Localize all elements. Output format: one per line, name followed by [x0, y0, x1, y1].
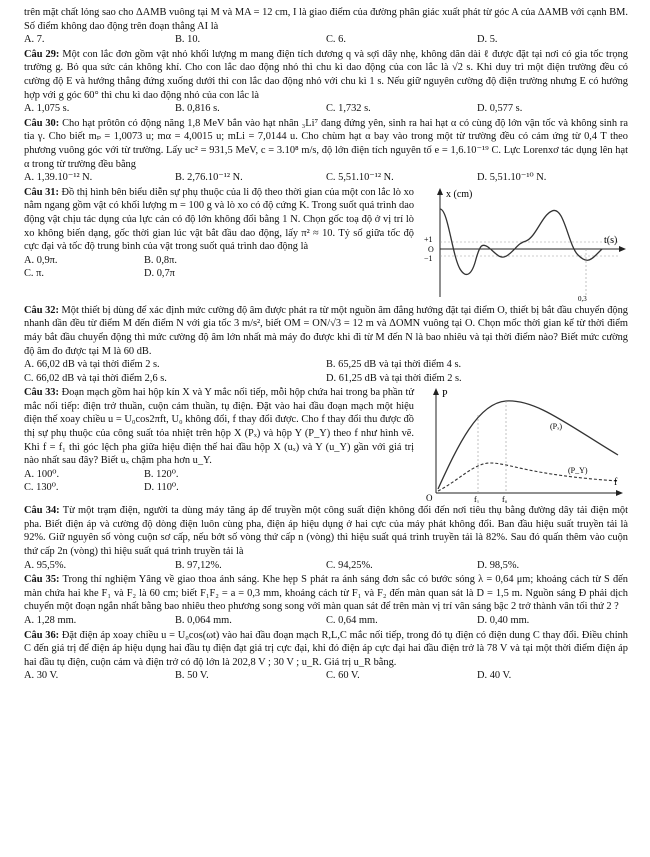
intro-options — [24, 33, 628, 47]
y-axis-label: P — [442, 389, 448, 401]
question-33-block — [24, 385, 628, 503]
question-35 — [24, 573, 628, 614]
q33-options-row1 — [24, 468, 414, 482]
question-text: Một con lắc đơn gồm vật nhỏ khối lượng m mang điện tích dương q và sợi dây nhẹ, không dãn dài ℓ được đặt tại nơi có gia tốc trọng trường g. Bỏ qua sức cản không khí. Cho con lắc dao động nhỏ thì chu kì dao động của con lắc là √2 s. Khi duy trì một điện trường đều có cường độ E và hướng thẳng đứng xuống dưới thì con lắc dao động nhỏ với chu kì 1 s. Nếu giữ nguyên cường độ điện trường nhưng E có hướng hợp với g góc 60° thì chu kì dao động nhỏ của con lắc là — [24, 48, 628, 101]
option-d[interactable]: D. 40 V. — [477, 670, 512, 682]
question-label: Câu 36: — [24, 629, 60, 641]
option-a[interactable]: A. 100⁰. — [24, 468, 60, 480]
tick-plus-one: +1 — [424, 234, 433, 244]
power-graph-svg — [418, 385, 628, 503]
q30-options — [24, 171, 628, 185]
option-a[interactable]: A. 66,02 dB và tại thời điểm 2 s. — [24, 359, 160, 371]
q34-options — [24, 559, 628, 573]
y-axis-arrow-icon — [437, 188, 443, 195]
q35-options — [24, 614, 628, 628]
question-text: Từ một trạm điện, người ta dùng máy tăng áp để truyền một công suất điện không đổi đến nơi tiêu thụ bằng đường dây tải điện một pha. Biết điện áp và cường độ dòng điện luôn cùng pha, điện áp hiệu dụng ở hai cực của máy phát không đổi. Ban đầu hiệu suất truyền tải là 92%. Giữ nguyên số vòng cuộn sơ cấp, nếu bớt số vòng thứ cấp n (vòng) thì hiệu suất quá trình truyền tải là 82%. Sau đó quấn thêm vào cuộn thứ cấp 2n (vòng) thì hiệu suất quá trình truyền tải là — [24, 505, 628, 558]
q29-options — [24, 102, 628, 116]
option-a[interactable]: A. 1,28 mm. — [24, 615, 77, 627]
option-c[interactable]: C. 94,25%. — [326, 559, 373, 571]
question-33 — [24, 386, 414, 468]
question-31-block — [24, 185, 628, 303]
option-d[interactable]: D. 0,40 mm. — [477, 615, 530, 627]
option-b[interactable]: B. 0,816 s. — [175, 103, 220, 115]
option-a[interactable]: A. 30 V. — [24, 670, 59, 682]
tick-t-value: 0,3 — [578, 294, 587, 303]
q36-options — [24, 669, 628, 683]
option-b[interactable]: B. 50 V. — [175, 670, 209, 682]
option-c[interactable]: C. π. — [24, 268, 44, 280]
q31-graph — [418, 185, 628, 303]
option-c[interactable]: C. 130⁰. — [24, 482, 59, 494]
question-label: Câu 31: — [24, 186, 59, 198]
option-a[interactable]: A. 0,9π. — [24, 254, 58, 266]
option-d[interactable]: D. 61,25 dB và tại thời điểm 2 s. — [326, 372, 462, 384]
option-d[interactable]: D. 5,51.10⁻¹⁰ N. — [477, 172, 547, 184]
exam-page — [24, 6, 628, 683]
question-text: Đồ thị hình bên biểu diễn sự phụ thuộc của li độ theo thời gian của một con lắc lò xo nằm ngang gồm vật có khối lượng m = 100 g và lò xo có độ cứng K. Trong suốt quá trình dao động vật chịu tác dụng của lực cản có độ lớn không đổi bằng 1 N. Chọn gốc toạ độ ở vị trí lò xo không biến dạng, gốc thời gian lúc vật bắt đầu dao động, lấy π² ≈ 10. Tỷ số giữa tốc độ cực đại và tốc độ trung bình của vật trong suốt quá trình dao động là — [24, 186, 415, 253]
option-b[interactable]: B. 2,76.10⁻¹² N. — [175, 172, 243, 184]
option-b[interactable]: B. 65,25 dB và tại thời điểm 4 s. — [326, 359, 462, 371]
option-c[interactable]: C. 0,64 mm. — [326, 615, 378, 627]
py-curve — [438, 463, 618, 491]
q32-options-row1 — [24, 358, 628, 372]
question-text: Đoạn mạch gồm hai hộp kín X và Y mắc nối tiếp, mỗi hộp chứa hai trong ba phần tử mắc nối tiếp: điện trở thuần, cuộn cảm thuần, tụ điện. Đặt vào hai đầu đoạn mạch một hiệu điện thế xoay chiều u = U₀cos2πft, U₀ không đổi, f thay đổi được. Cho f thay đổi thu được đồ thị sự phụ thuộc của công suất tỏa nhiệt trên hộp X (Pₓ) và hộp Y (P_Y) theo f như hình vẽ. Khi f = f₁ thì góc lệch pha giữa hiệu điện thế hai đầu hộp X (uₓ) và Y (u_Y) gần với giá trị nào nhất sau đây? Biết uₓ chậm pha hơn u_Y. — [24, 387, 414, 467]
question-label: Câu 35: — [24, 574, 60, 586]
option-a[interactable]: A. 7. — [24, 34, 45, 46]
tick-minus-one: −1 — [424, 253, 433, 263]
y-axis-label: x (cm) — [446, 188, 473, 200]
px-label: (Pₓ) — [550, 422, 563, 432]
question-30 — [24, 117, 628, 171]
oscillation-graph-svg — [418, 185, 628, 303]
px-curve — [438, 401, 618, 489]
question-34 — [24, 504, 628, 558]
option-b[interactable]: B. 0,8π. — [144, 254, 177, 266]
q31-options-row2 — [24, 267, 414, 281]
option-a[interactable]: A. 1,075 s. — [24, 103, 70, 115]
question-29 — [24, 48, 628, 102]
question-text: Đặt điện áp xoay chiều u = U₀cos(ωt) vào hai đầu đoạn mạch R,L,C mắc nối tiếp, trong đó tụ điện có điện dung C thay đổi. Điều chỉnh C đến giá trị để điện áp hiệu dụng hai đầu tụ điện đạt giá trị cực đại, khi đó điện áp cực đại hai đầu điện trở là 78 V và tại một thời điểm điện áp hai đầu tụ điện, cuộn cảm và điện trở có độ lớn là 202,8 V ; 30 V ; u_R. Giá trị u_R bằng. — [24, 629, 628, 668]
question-text: Cho hạt prôtôn có động năng 1,8 MeV bắn vào hạt nhân ₃Li⁷ đang đứng yên, sinh ra hai hạt α có cùng độ lớn vận tốc và không sinh ra tia γ. Cho biết mₚ = 1,0073 u; mα = 4,0015 u; mLi = 7,0144 u. Cho chùm hạt α bay vào trong một từ trường đều có cảm ứng từ 0,4 T theo phương vuông góc với từ trường. Lấy uc² = 931,5 MeV, c = 3.10⁸ m/s, độ lớn điện tích nguyên tố e = 1,6.10⁻¹⁹ C. Lực Lorenxơ tác dụng lên hạt α trong từ trường đều bằng — [24, 117, 628, 170]
question-31 — [24, 186, 414, 254]
py-label: (P_Y) — [568, 466, 588, 476]
option-c[interactable]: C. 5,51.10⁻¹² N. — [326, 172, 394, 184]
option-c[interactable]: C. 60 V. — [326, 670, 360, 682]
x-axis-arrow-icon — [616, 490, 623, 496]
option-a[interactable]: A. 1,39.10⁻¹² N. — [24, 172, 93, 184]
option-d[interactable]: D. 98,5%. — [477, 559, 520, 571]
question-label: Câu 32: — [24, 304, 59, 316]
intro-text: trên mặt chất lỏng sao cho ΔAMB vuông tại M và MA = 12 cm, I là giao điểm của đường phân giác xuất phát từ góc A của ΔAMB với cạnh BM. Số điểm không dao động trên đoạn thẳng AI là — [24, 7, 628, 32]
question-label: Câu 29: — [24, 48, 60, 60]
option-c[interactable]: C. 66,02 dB và tại thời điểm 2,6 s. — [24, 372, 167, 384]
option-c[interactable]: C. 6. — [326, 34, 346, 46]
f1-label: f₁ — [474, 495, 480, 504]
x-axis-arrow-icon — [619, 246, 626, 252]
option-d[interactable]: D. 5. — [477, 34, 498, 46]
option-c[interactable]: C. 1,732 s. — [326, 103, 371, 115]
x-axis-label: t(s) — [604, 234, 618, 246]
option-b[interactable]: B. 120⁰. — [144, 468, 179, 480]
question-label: Câu 33: — [24, 387, 59, 399]
f0-label: f₀ — [502, 495, 508, 504]
question-text: Một thiết bị dùng để xác định mức cường độ âm được phát ra từ một nguồn âm đẳng hướng đặt tại điểm O, thiết bị bắt đầu chuyển động nhanh dần đều từ điểm M đến điểm N với gia tốc 3 m/s², biết OM = ON/√3 = 12 m và ΔOMN vuông tại O. Chọn mốc thời gian kể từ thời điểm máy bắt đầu chuyển động thì mức cường độ âm lớn nhất mà máy đo được khi đi từ M đến N là bao nhiêu và tại thời điểm nào? Biết mức cường độ âm đo được tại M là 60 dB. — [24, 304, 628, 357]
question-36 — [24, 629, 628, 670]
q33-options-row2 — [24, 481, 414, 495]
option-b[interactable]: B. 0,064 mm. — [175, 615, 232, 627]
origin-label: O — [426, 493, 433, 504]
question-text: Trong thí nghiệm Yâng về giao thoa ánh sáng. Khe hẹp S phát ra ánh sáng đơn sắc có bước sóng λ = 0,64 μm; khoảng cách từ S đến màn chứa hai khe F₁ và F₂ là 60 cm; biết F₁F₂ = a = 0,3 mm, khoảng cách từ F₁ và F₂ đến màn quan sát là D = 1,5 m. Nguồn sáng Đ phải dịch chuyển một đoạn ngắn nhất bằng bao nhiêu theo phương song song với màn quan sát để trên màn vị trí vân sáng bậc 2 trở thành vân tối thứ 2 ? — [24, 574, 628, 613]
tick-origin: O — [428, 244, 434, 254]
question-32 — [24, 304, 628, 358]
option-d[interactable]: D. 0,7π — [144, 268, 175, 280]
option-b[interactable]: B. 10. — [175, 34, 201, 46]
option-a[interactable]: A. 95,5%. — [24, 559, 67, 571]
x-axis-label: f — [614, 477, 618, 489]
option-b[interactable]: B. 97,12%. — [175, 559, 222, 571]
option-d[interactable]: D. 0,577 s. — [477, 103, 523, 115]
question-label: Câu 34: — [24, 505, 60, 517]
q32-options-row2 — [24, 372, 628, 386]
y-axis-arrow-icon — [433, 388, 439, 395]
option-d[interactable]: D. 110⁰. — [144, 482, 179, 494]
q33-graph — [418, 385, 628, 503]
question-label: Câu 30: — [24, 117, 60, 129]
q31-options-row1 — [24, 254, 414, 268]
